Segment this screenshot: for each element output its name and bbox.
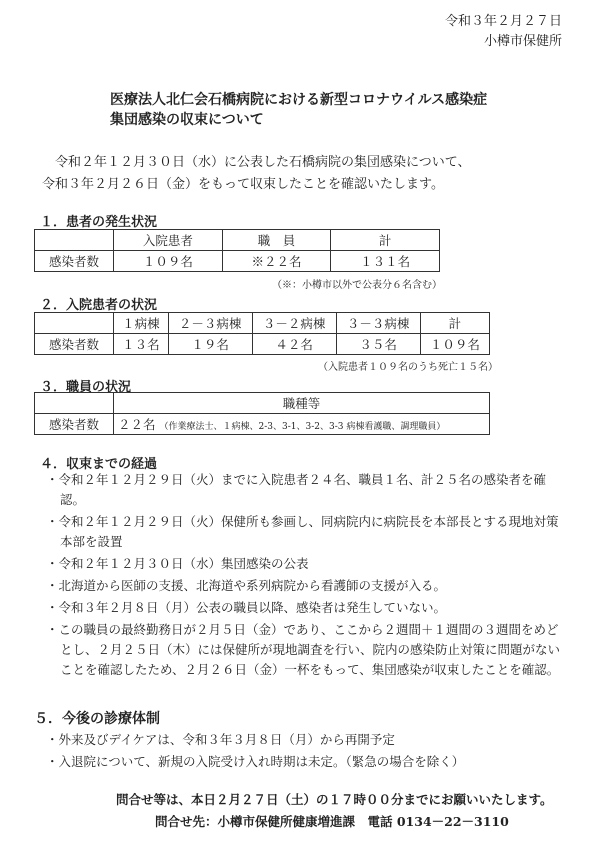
table-cell: 計 (331, 230, 440, 251)
list-item: ・令和２年１２月２９日（火）までに入院患者２４名、職員１名、計２５名の感染者を確認。 (46, 472, 547, 507)
table-row (35, 251, 440, 272)
patient-summary-table (34, 229, 440, 272)
table-cell: １９名 (168, 334, 252, 355)
header (445, 12, 562, 52)
table-row (35, 334, 490, 355)
table-cell (35, 313, 114, 334)
table-cell: 感染者数 (35, 414, 114, 435)
list-item: ・入退院について、新規の入院受け入れ時期は未定。（緊急の場合を除く） (46, 754, 465, 769)
future-list (46, 730, 562, 774)
table-cell: 入院患者 (114, 230, 223, 251)
inquiry-contact: 問合せ先：小樽市保健所健康増進課 電話 0134－22－3110 (155, 814, 509, 829)
table-cell: １病棟 (114, 313, 169, 334)
table-cell: ２－３病棟 (168, 313, 252, 334)
section1-note: （※：小樽市以外で公表分６名含む） (272, 280, 442, 291)
intro-paragraph (42, 152, 562, 196)
table-cell: 感染者数 (35, 251, 114, 272)
section2-heading: ２．入院患者の状況 (40, 298, 158, 313)
list-item: ・北海道から医師の支援、北海道や系列病院から看護師の支援が入る。 (46, 578, 447, 593)
table-cell: １０９名 (114, 251, 223, 272)
title-line-2: 集団感染の収束について (110, 112, 264, 128)
staff-table (34, 392, 490, 435)
intro-line-2: 令和３年２月２６日（金）をもって収束したことを確認いたします。 (42, 177, 444, 192)
table-cell: ３－２病棟 (252, 313, 336, 334)
inpatient-table (34, 312, 490, 355)
staff-detail: （作業療法士、１病棟、2-3、3-1、3-2、3-3 病棟看護職、調理職員） (159, 422, 446, 432)
table-header-row (35, 230, 440, 251)
table-row (35, 414, 490, 435)
table-cell: ３－３病棟 (336, 313, 420, 334)
inquiry-deadline: 問合せ等は、本日２月２７日（土）の１７時００分までにお願いいたします。 (116, 792, 553, 807)
table-cell (35, 393, 114, 414)
list-item: ・外来及びデイケアは、令和３年３月８日（月）から再開予定 (46, 732, 395, 747)
table-cell: 計 (420, 313, 489, 334)
table-header-row (35, 313, 490, 334)
table-header-row (35, 393, 490, 414)
list-item: ・令和２年１２月２９日（火）保健所も参画し、同病院内に病院長を本部長とする現地対策本部を設置 (46, 514, 559, 549)
table-cell: １０９名 (420, 334, 489, 355)
list-item: ・この職員の最終勤務日が２月５日（金）であり、ここから２週間＋１週間の３週間をめどとし、２月２５日（木）には保健所が現地調査を行い、院内の感染防止対策に問題がないことを確認したため、２月２６日（金）一杯をもって、集団感染が収束したことを確認。 (46, 622, 561, 677)
table-cell: 職 員 (222, 230, 331, 251)
staff-count: ２２名 (118, 417, 156, 432)
intro-line-1: 令和２年１２月３０日（水）に公表した石橋病院の集団感染について、 (55, 155, 471, 170)
table-cell: １３１名 (331, 251, 440, 272)
section4-heading: ４．収束までの経過 (40, 457, 158, 472)
table-cell: １３名 (114, 334, 169, 355)
progress-list (46, 470, 562, 682)
issuing-organization: 小樽市保健所 (483, 34, 562, 49)
table-cell: 感染者数 (35, 334, 114, 355)
list-item: ・令和３年２月８日（月）公表の職員以降、感染者は発生していない。 (46, 600, 447, 615)
table-cell: ※２２名 (222, 251, 331, 272)
table-cell (114, 414, 490, 435)
section2-note: （入院患者１０９名のうち死亡１５名） (318, 362, 498, 373)
document-title (110, 90, 487, 130)
section3-heading: ３．職員の状況 (40, 380, 132, 395)
table-cell: 職種等 (114, 393, 490, 414)
title-line-1: 医療法人北仁会石橋病院における新型コロナウイルス感染症 (110, 92, 488, 108)
section5-heading: ５．今後の診療体制 (34, 711, 160, 727)
table-cell: ３５名 (336, 334, 420, 355)
document-date: 令和３年２月２７日 (444, 14, 562, 29)
table-cell (35, 230, 114, 251)
table-cell: ４２名 (252, 334, 336, 355)
section1-heading: １．患者の発生状況 (40, 215, 158, 230)
list-item: ・令和２年１２月３０日（水）集団感染の公表 (46, 556, 309, 571)
